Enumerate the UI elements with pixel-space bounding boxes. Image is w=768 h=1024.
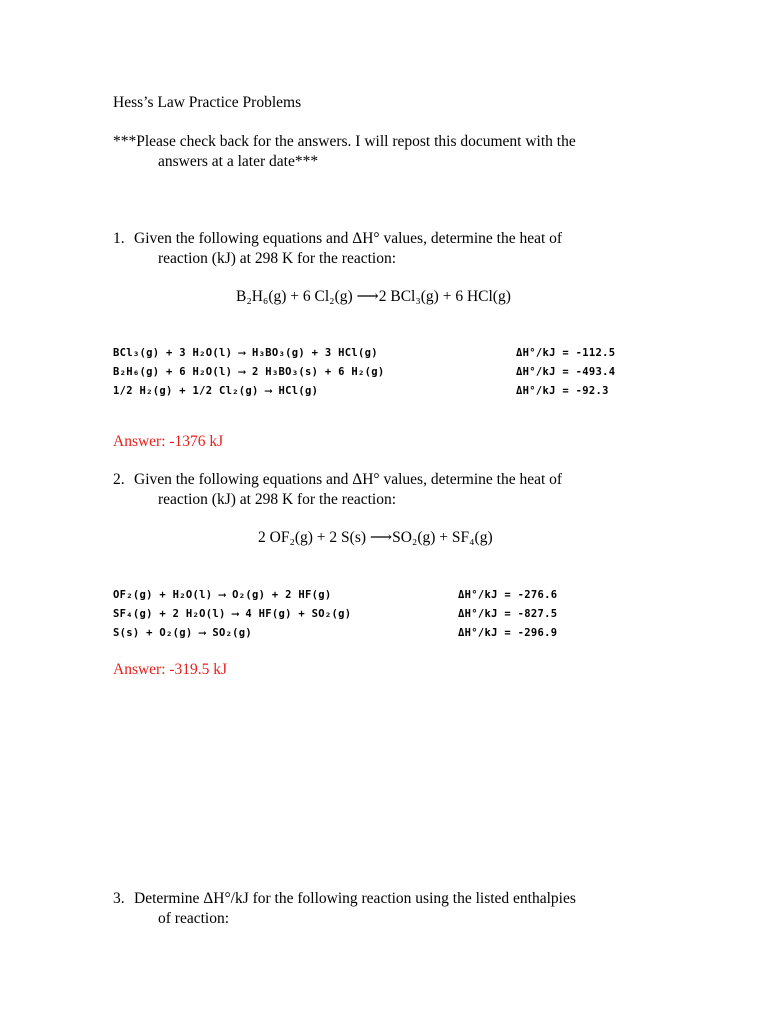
document-title: Hess’s Law Practice Problems: [113, 94, 302, 111]
enthalpy-value: ΔH°/kJ = -827.5: [458, 608, 558, 620]
problem-prompt-line-1: Given the following equations and ΔH° values, determine the heat of: [134, 230, 563, 247]
notice-line-2: answers at a later date***: [158, 153, 319, 170]
given-equation: OF₂(g) + H₂O(l) ⟶ O₂(g) + 2 HF(g): [113, 589, 332, 601]
enthalpy-value: ΔH°/kJ = -92.3: [516, 385, 609, 397]
enthalpy-value: ΔH°/kJ = -112.5: [516, 347, 616, 359]
given-equation: S(s) + O₂(g) ⟶ SO₂(g): [113, 627, 253, 639]
notice-line-1: ***Please check back for the answers. I will repost this document with the: [113, 133, 576, 150]
answer-text: Answer: -1376 kJ: [113, 433, 224, 450]
enthalpy-value: ΔH°/kJ = -493.4: [516, 366, 616, 378]
target-reaction: B₂H₆(g) + 6 Cl₂(g) ⟶2 BCl₃(g) + 6 HCl(g): [236, 288, 511, 305]
target-reaction: 2 OF₂(g) + 2 S(s) ⟶SO₂(g) + SF₄(g): [258, 529, 493, 546]
enthalpy-value: ΔH°/kJ = -276.6: [458, 589, 558, 601]
problem-prompt-line-2: reaction (kJ) at 298 K for the reaction:: [158, 250, 397, 267]
problem-prompt-line-1: Given the following equations and ΔH° values, determine the heat of: [134, 471, 563, 488]
problem-number: 1.: [113, 230, 125, 247]
problem-prompt-line-2: of reaction:: [158, 910, 230, 927]
given-equation: B₂H₆(g) + 6 H₂O(l) ⟶ 2 H₃BO₃(s) + 6 H₂(g): [113, 366, 385, 378]
given-equation: SF₄(g) + 2 H₂O(l) ⟶ 4 HF(g) + SO₂(g): [113, 608, 352, 620]
given-equation: 1/2 H₂(g) + 1/2 Cl₂(g) ⟶ HCl(g): [113, 385, 319, 397]
problem-prompt-line-1: Determine ΔH°/kJ for the following reaction using the listed enthalpies: [134, 890, 576, 907]
enthalpy-value: ΔH°/kJ = -296.9: [458, 627, 558, 639]
given-equation: BCl₃(g) + 3 H₂O(l) ⟶ H₃BO₃(g) + 3 HCl(g): [113, 347, 378, 359]
problem-number: 3.: [113, 890, 125, 907]
problem-number: 2.: [113, 471, 125, 488]
problem-prompt-line-2: reaction (kJ) at 298 K for the reaction:: [158, 491, 397, 508]
answer-text: Answer: -319.5 kJ: [113, 661, 228, 678]
